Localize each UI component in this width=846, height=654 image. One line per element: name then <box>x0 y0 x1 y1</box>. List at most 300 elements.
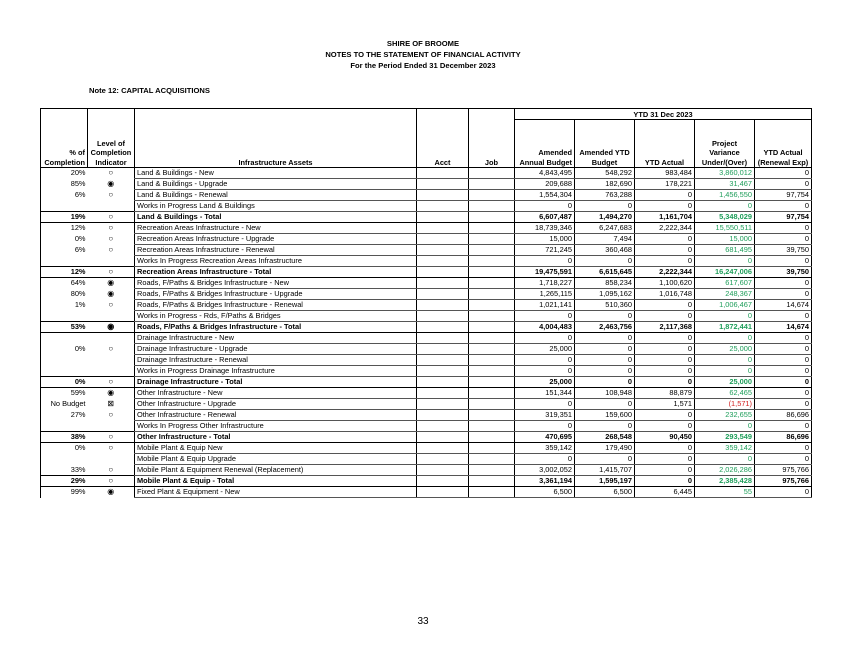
ytd-actual: 0 <box>635 190 695 201</box>
capital-acquisitions-table <box>40 108 812 498</box>
job-cell <box>469 487 515 498</box>
ytd-actual: 0 <box>635 311 695 322</box>
amended-annual-budget: 25,000 <box>515 377 575 388</box>
amended-annual-budget: 359,142 <box>515 443 575 454</box>
completion-indicator-icon <box>88 333 135 344</box>
ytd-actual: 0 <box>635 344 695 355</box>
project-variance: 16,247,006 <box>695 267 755 278</box>
asset-description: Other Infrastructure - Renewal <box>135 410 417 421</box>
job-cell <box>469 267 515 278</box>
completion-pct: 64% <box>41 278 88 289</box>
table-row <box>41 454 812 465</box>
ytd-actual-renewal: 86,696 <box>755 432 812 443</box>
table-body <box>41 168 812 498</box>
project-variance: 0 <box>695 366 755 377</box>
ytd-actual-renewal: 0 <box>755 256 812 267</box>
project-variance: 15,550,511 <box>695 223 755 234</box>
table-row <box>41 300 812 311</box>
table-row <box>41 388 812 399</box>
acct-cell <box>417 454 469 465</box>
project-variance: 0 <box>695 311 755 322</box>
acct-cell <box>417 487 469 498</box>
completion-pct: 33% <box>41 465 88 476</box>
amended-annual-budget: 25,000 <box>515 344 575 355</box>
acct-cell <box>417 322 469 333</box>
completion-indicator-icon <box>88 311 135 322</box>
job-cell <box>469 179 515 190</box>
completion-pct: 59% <box>41 388 88 399</box>
amended-ytd-budget: 548,292 <box>575 168 635 179</box>
amended-ytd-budget: 0 <box>575 311 635 322</box>
completion-indicator-icon: ○ <box>108 245 114 254</box>
completion-pct: 0% <box>41 443 88 454</box>
project-variance: 359,142 <box>695 443 755 454</box>
col-acct: Acct <box>417 109 469 168</box>
project-variance: 0 <box>695 421 755 432</box>
amended-annual-budget: 0 <box>515 399 575 410</box>
project-variance: 617,607 <box>695 278 755 289</box>
asset-description: Roads, F/Paths & Bridges Infrastructure - New <box>135 278 417 289</box>
ytd-actual: 0 <box>635 234 695 245</box>
amended-annual-budget: 470,695 <box>515 432 575 443</box>
amended-ytd-budget: 268,548 <box>575 432 635 443</box>
table-row <box>41 421 812 432</box>
amended-annual-budget: 19,475,591 <box>515 267 575 278</box>
completion-pct: 0% <box>41 377 88 388</box>
ytd-actual-renewal: 0 <box>755 168 812 179</box>
asset-description: Roads, F/Paths & Bridges Infrastructure - Total <box>135 322 417 333</box>
ytd-actual-renewal: 0 <box>755 366 812 377</box>
amended-ytd-budget: 360,468 <box>575 245 635 256</box>
asset-description: Other Infrastructure - Upgrade <box>135 399 417 410</box>
ytd-actual-renewal: 0 <box>755 278 812 289</box>
ytd-actual: 1,161,704 <box>635 212 695 223</box>
amended-ytd-budget: 858,234 <box>575 278 635 289</box>
ytd-actual: 2,222,344 <box>635 223 695 234</box>
completion-indicator-icon: ◉ <box>107 388 115 398</box>
amended-ytd-budget: 0 <box>575 344 635 355</box>
report-title: NOTES TO THE STATEMENT OF FINANCIAL ACTIVITY <box>325 50 521 59</box>
completion-indicator-icon: ○ <box>108 443 114 453</box>
job-cell <box>469 465 515 476</box>
col-amended-ytd-budget: Amended YTD Budget <box>575 120 635 168</box>
amended-annual-budget: 18,739,346 <box>515 223 575 234</box>
acct-cell <box>417 300 469 311</box>
table-row <box>41 190 812 201</box>
job-cell <box>469 399 515 410</box>
amended-annual-budget: 6,607,487 <box>515 212 575 223</box>
completion-indicator-icon: ○ <box>88 432 135 443</box>
job-cell <box>469 443 515 454</box>
amended-annual-budget: 6,500 <box>515 487 575 498</box>
acct-cell <box>417 355 469 366</box>
acct-cell <box>417 190 469 201</box>
acct-cell <box>417 366 469 377</box>
project-variance: 232,655 <box>695 410 755 421</box>
asset-description: Land & Buildings - Upgrade <box>135 179 417 190</box>
acct-cell <box>417 212 469 223</box>
job-cell <box>469 432 515 443</box>
ytd-actual-renewal: 0 <box>755 454 812 465</box>
job-cell <box>469 278 515 289</box>
ytd-actual-renewal: 975,766 <box>755 476 812 487</box>
ytd-actual-renewal: 0 <box>755 333 812 344</box>
ytd-actual-renewal: 0 <box>755 234 812 245</box>
completion-pct <box>41 454 88 465</box>
job-cell <box>469 223 515 234</box>
note-title: Note 12: CAPITAL ACQUISITIONS <box>89 86 210 95</box>
asset-description: Roads, F/Paths & Bridges Infrastructure - Renewal <box>135 300 417 311</box>
job-cell <box>469 344 515 355</box>
amended-annual-budget: 15,000 <box>515 234 575 245</box>
ytd-actual-renewal: 975,766 <box>755 465 812 476</box>
job-cell <box>469 454 515 465</box>
project-variance: 0 <box>695 256 755 267</box>
project-variance: 0 <box>695 355 755 366</box>
completion-pct: 0% <box>41 234 88 245</box>
completion-pct <box>41 256 88 267</box>
completion-indicator-icon <box>88 454 135 465</box>
job-cell <box>469 355 515 366</box>
acct-cell <box>417 399 469 410</box>
asset-description: Works In Progress Recreation Areas Infrastructure <box>135 256 417 267</box>
completion-pct: 85% <box>41 179 88 190</box>
ytd-actual-renewal: 0 <box>755 377 812 388</box>
completion-pct <box>41 355 88 366</box>
amended-ytd-budget: 7,494 <box>575 234 635 245</box>
project-variance: 15,000 <box>695 234 755 245</box>
amended-ytd-budget: 1,595,197 <box>575 476 635 487</box>
ytd-actual: 90,450 <box>635 432 695 443</box>
asset-description: Recreation Areas Infrastructure - New <box>135 223 417 234</box>
ytd-actual: 0 <box>635 333 695 344</box>
ytd-actual-renewal: 86,696 <box>755 410 812 421</box>
ytd-actual: 0 <box>635 410 695 421</box>
completion-indicator-icon <box>88 421 135 432</box>
page-number: 33 <box>417 616 429 627</box>
acct-cell <box>417 476 469 487</box>
asset-description: Works in Progress - Rds, F/Paths & Bridges <box>135 311 417 322</box>
col-amended-annual-budget: Amended Annual Budget <box>515 120 575 168</box>
completion-indicator-icon: ○ <box>108 464 114 474</box>
job-cell <box>469 333 515 344</box>
amended-ytd-budget: 0 <box>575 377 635 388</box>
completion-indicator-icon: ○ <box>108 223 114 233</box>
acct-cell <box>417 201 469 212</box>
completion-pct <box>41 421 88 432</box>
ytd-actual: 2,117,368 <box>635 322 695 333</box>
asset-description: Other Infrastructure - Total <box>135 432 417 443</box>
ytd-actual: 0 <box>635 366 695 377</box>
ytd-actual-renewal: 0 <box>755 223 812 234</box>
completion-pct: 19% <box>41 212 88 223</box>
table-row <box>41 256 812 267</box>
job-cell <box>469 201 515 212</box>
ytd-actual: 0 <box>635 245 695 256</box>
ytd-actual-renewal: 39,750 <box>755 267 812 278</box>
amended-annual-budget: 151,344 <box>515 388 575 399</box>
col-pct-completion: % of Completion <box>41 109 88 168</box>
job-cell <box>469 377 515 388</box>
table-row <box>41 399 812 410</box>
asset-description: Recreation Areas Infrastructure - Total <box>135 267 417 278</box>
ytd-actual-renewal: 14,674 <box>755 300 812 311</box>
ytd-actual: 6,445 <box>635 487 695 498</box>
amended-annual-budget: 0 <box>515 333 575 344</box>
project-variance: 2,026,286 <box>695 465 755 476</box>
amended-ytd-budget: 0 <box>575 421 635 432</box>
table-row <box>41 311 812 322</box>
ytd-actual: 983,484 <box>635 168 695 179</box>
completion-pct: 80% <box>41 289 88 300</box>
job-cell <box>469 388 515 399</box>
completion-pct <box>41 311 88 322</box>
completion-indicator-icon: ⊠ <box>107 399 115 408</box>
col-project-variance: Project Variance Under/(Over) <box>695 120 755 168</box>
asset-description: Works In Progress Other Infrastructure <box>135 421 417 432</box>
amended-ytd-budget: 1,494,270 <box>575 212 635 223</box>
ytd-actual: 1,100,620 <box>635 278 695 289</box>
table-row <box>41 179 812 190</box>
completion-pct: 12% <box>41 267 88 278</box>
ytd-actual: 0 <box>635 421 695 432</box>
acct-cell <box>417 234 469 245</box>
completion-pct: 0% <box>41 344 88 355</box>
completion-indicator-icon: ○ <box>108 234 114 243</box>
job-cell <box>469 212 515 223</box>
amended-ytd-budget: 0 <box>575 454 635 465</box>
amended-ytd-budget: 0 <box>575 256 635 267</box>
project-variance: 31,467 <box>695 179 755 190</box>
project-variance: 2,385,428 <box>695 476 755 487</box>
amended-annual-budget: 1,718,227 <box>515 278 575 289</box>
amended-ytd-budget: 1,415,707 <box>575 465 635 476</box>
ytd-actual: 0 <box>635 355 695 366</box>
table-row <box>41 234 812 245</box>
ytd-actual: 1,016,748 <box>635 289 695 300</box>
completion-indicator-icon: ◉ <box>107 487 115 497</box>
acct-cell <box>417 223 469 234</box>
ytd-actual-renewal: 0 <box>755 421 812 432</box>
amended-annual-budget: 1,021,141 <box>515 300 575 311</box>
ytd-actual: 178,221 <box>635 179 695 190</box>
amended-ytd-budget: 0 <box>575 355 635 366</box>
acct-cell <box>417 168 469 179</box>
job-cell <box>469 300 515 311</box>
completion-pct: 38% <box>41 432 88 443</box>
project-variance: 1,006,467 <box>695 300 755 311</box>
amended-ytd-budget: 182,690 <box>575 179 635 190</box>
ytd-actual: 88,879 <box>635 388 695 399</box>
amended-ytd-budget: 1,095,162 <box>575 289 635 300</box>
completion-pct: 99% <box>41 487 88 498</box>
completion-pct: 27% <box>41 410 88 421</box>
table-row <box>41 344 812 355</box>
asset-description: Drainage Infrastructure - Total <box>135 377 417 388</box>
amended-ytd-budget: 6,615,645 <box>575 267 635 278</box>
amended-annual-budget: 3,361,194 <box>515 476 575 487</box>
report-header <box>0 38 846 71</box>
ytd-actual-renewal: 97,754 <box>755 212 812 223</box>
asset-description: Fixed Plant & Equipment - New <box>135 487 417 498</box>
completion-pct: 29% <box>41 476 88 487</box>
asset-description: Mobile Plant & Equip - Total <box>135 476 417 487</box>
amended-ytd-budget: 0 <box>575 399 635 410</box>
asset-description: Mobile Plant & Equip Upgrade <box>135 454 417 465</box>
table-row <box>41 201 812 212</box>
amended-ytd-budget: 0 <box>575 201 635 212</box>
table-row <box>41 465 812 476</box>
completion-pct: 20% <box>41 168 88 179</box>
acct-cell <box>417 278 469 289</box>
project-variance: 25,000 <box>695 377 755 388</box>
asset-description: Mobile Plant & Equip New <box>135 443 417 454</box>
project-variance: 293,549 <box>695 432 755 443</box>
table-total-row <box>41 212 812 223</box>
ytd-actual-renewal: 0 <box>755 344 812 355</box>
project-variance: 1,872,441 <box>695 322 755 333</box>
asset-description: Drainage Infrastructure - New <box>135 333 417 344</box>
acct-cell <box>417 267 469 278</box>
table-row <box>41 443 812 454</box>
completion-pct: 6% <box>41 245 88 256</box>
job-cell <box>469 256 515 267</box>
ytd-actual-renewal: 0 <box>755 399 812 410</box>
table-total-row <box>41 432 812 443</box>
asset-description: Drainage Infrastructure - Upgrade <box>135 344 417 355</box>
table-row <box>41 366 812 377</box>
acct-cell <box>417 432 469 443</box>
acct-cell <box>417 333 469 344</box>
amended-annual-budget: 0 <box>515 355 575 366</box>
acct-cell <box>417 289 469 300</box>
table-row <box>41 289 812 300</box>
project-variance: 0 <box>695 333 755 344</box>
ytd-actual-renewal: 14,674 <box>755 322 812 333</box>
completion-indicator-icon: ○ <box>88 212 135 223</box>
table-total-row <box>41 322 812 333</box>
ytd-actual-renewal: 0 <box>755 388 812 399</box>
acct-cell <box>417 179 469 190</box>
amended-ytd-budget: 6,500 <box>575 487 635 498</box>
completion-indicator-icon: ◉ <box>107 179 115 188</box>
table-row <box>41 278 812 289</box>
completion-indicator-icon <box>88 355 135 366</box>
job-cell <box>469 322 515 333</box>
ytd-actual: 0 <box>635 256 695 267</box>
amended-ytd-budget: 6,247,683 <box>575 223 635 234</box>
ytd-actual-renewal: 0 <box>755 201 812 212</box>
completion-pct: 12% <box>41 223 88 234</box>
completion-pct <box>41 366 88 377</box>
amended-ytd-budget: 0 <box>575 366 635 377</box>
job-cell <box>469 366 515 377</box>
asset-description: Mobile Plant & Equipment Renewal (Replacement) <box>135 465 417 476</box>
table-row <box>41 333 812 344</box>
amended-annual-budget: 0 <box>515 311 575 322</box>
amended-annual-budget: 0 <box>515 201 575 212</box>
acct-cell <box>417 465 469 476</box>
col-group-ytd: YTD 31 Dec 2023 <box>515 109 812 120</box>
ytd-actual: 1,571 <box>635 399 695 410</box>
job-cell <box>469 190 515 201</box>
project-variance: 0 <box>695 454 755 465</box>
project-variance: 681,495 <box>695 245 755 256</box>
amended-ytd-budget: 108,948 <box>575 388 635 399</box>
completion-indicator-icon: ○ <box>88 377 135 388</box>
completion-indicator-icon: ○ <box>108 344 114 353</box>
asset-description: Roads, F/Paths & Bridges Infrastructure - Upgrade <box>135 289 417 300</box>
amended-annual-budget: 3,002,052 <box>515 465 575 476</box>
job-cell <box>469 234 515 245</box>
col-ytd-actual: YTD Actual <box>635 120 695 168</box>
project-variance: 0 <box>695 201 755 212</box>
asset-description: Drainage Infrastructure - Renewal <box>135 355 417 366</box>
col-ytd-actual-renewal: YTD Actual (Renewal Exp) <box>755 120 812 168</box>
ytd-actual-renewal: 97,754 <box>755 190 812 201</box>
job-cell <box>469 410 515 421</box>
ytd-actual-renewal: 0 <box>755 179 812 190</box>
ytd-actual: 2,222,344 <box>635 267 695 278</box>
asset-description: Land & Buildings - Renewal <box>135 190 417 201</box>
amended-annual-budget: 319,351 <box>515 410 575 421</box>
asset-description: Works in Progress Land & Buildings <box>135 201 417 212</box>
amended-annual-budget: 721,245 <box>515 245 575 256</box>
ytd-actual: 0 <box>635 377 695 388</box>
completion-indicator-icon: ○ <box>108 300 114 309</box>
ytd-actual-renewal: 0 <box>755 311 812 322</box>
job-cell <box>469 289 515 300</box>
amended-annual-budget: 0 <box>515 421 575 432</box>
completion-pct: No Budget <box>41 399 88 410</box>
asset-description: Land & Buildings - Total <box>135 212 417 223</box>
ytd-actual: 0 <box>635 476 695 487</box>
col-infrastructure-assets: Infrastructure Assets <box>135 109 417 168</box>
ytd-actual-renewal: 0 <box>755 487 812 498</box>
job-cell <box>469 168 515 179</box>
acct-cell <box>417 443 469 454</box>
ytd-actual: 0 <box>635 201 695 212</box>
completion-pct: 1% <box>41 300 88 311</box>
project-variance: 25,000 <box>695 344 755 355</box>
completion-indicator-icon: ○ <box>108 168 114 178</box>
completion-indicator-icon: ◉ <box>107 289 115 298</box>
col-job: Job <box>469 109 515 168</box>
project-variance: 248,367 <box>695 289 755 300</box>
table-row <box>41 355 812 366</box>
project-variance: 62,465 <box>695 388 755 399</box>
project-variance: 5,348,029 <box>695 212 755 223</box>
asset-description: Works in Progress Drainage Infrastructure <box>135 366 417 377</box>
table-row <box>41 487 812 498</box>
completion-indicator-icon: ◉ <box>107 278 115 288</box>
completion-indicator-icon: ○ <box>88 267 135 278</box>
table-total-row <box>41 377 812 388</box>
amended-annual-budget: 1,554,304 <box>515 190 575 201</box>
completion-pct <box>41 201 88 212</box>
amended-annual-budget: 0 <box>515 366 575 377</box>
completion-indicator-icon: ○ <box>108 410 114 419</box>
project-variance: 55 <box>695 487 755 498</box>
table-total-row <box>41 476 812 487</box>
completion-indicator-icon <box>88 256 135 267</box>
amended-ytd-budget: 510,360 <box>575 300 635 311</box>
ytd-actual: 0 <box>635 454 695 465</box>
ytd-actual-renewal: 0 <box>755 355 812 366</box>
amended-ytd-budget: 0 <box>575 333 635 344</box>
amended-annual-budget: 1,265,115 <box>515 289 575 300</box>
ytd-actual: 0 <box>635 465 695 476</box>
